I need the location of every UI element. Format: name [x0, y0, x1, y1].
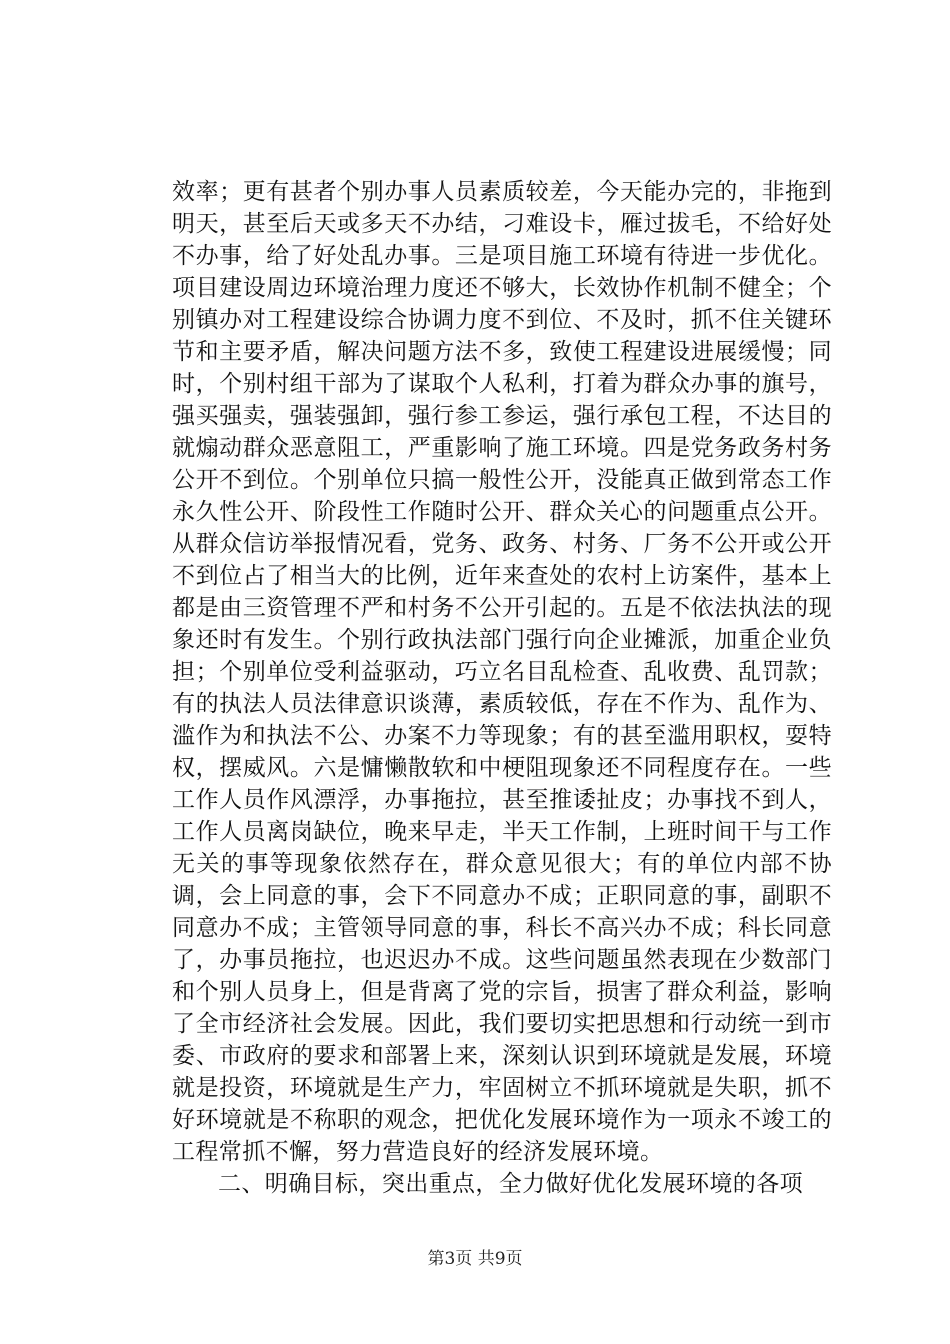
- document-body: [172, 176, 832, 1200]
- page-number-footer: 第3页 共9页: [427, 1249, 523, 1269]
- body-paragraph-2-heading: 二、明确目标，突出重点，全力做好优化发展环境的各项: [218, 1171, 803, 1197]
- body-paragraph-1: 效率；更有甚者个别办事人员素质较差，今天能办完的，非拖到明天，甚至后天或多天不办结，刁难设卡，雁过拔毛，不给好处不办事，给了好处乱办事。三是项目施工环境有待进一步优化。项目建设周边环境治理力度还不够大，长效协作机制不健全；个别镇办对工程建设综合协调力度不到位、不及时，抓不住关键环节和主要矛盾，解决问题方法不多，致使工程建设进展缓慢；同时，个别村组干部为了谋取个人私利，打着为群众办事的旗号，强买强卖，强装强卸，强行参工参运，强行承包工程，不达目的就煽动群众恶意阻工，严重影响了施工环境。四是党务政务村务公开不到位。个别单位只搞一般性公开，没能真正做到常态工作永久性公开、阶段性工作随时公开、群众关心的问题重点公开。从群众信访举报情况看，党务、政务、村务、厂务不公开或公开不到位占了相当大的比例，近年来查处的农村上访案件，基本上都是由三资管理不严和村务不公开引起的。五是不依法执法的现象还时有发生。个别行政执法部门强行向企业摊派，加重企业负担；个别单位受利益驱动，巧立名目乱检查、乱收费、乱罚款；有的执法人员法律意识谈薄，素质较低，存在不作为、乱作为、滥作为和执法不公、办案不力等现象；有的甚至滥用职权，耍特权，摆威风。六是慵懒散软和中梗阻现象还不同程度存在。一些工作人员作风漂浮，办事拖拉，甚至推诿扯皮；办事找不到人，工作人员离岗缺位，晚来早走，半天工作制，上班时间干与工作无关的事等现象依然存在，群众意见很大；有的单位内部不协调，会上同意的事，会下不同意办不成；正职同意的事，副职不同意办不成；主管领导同意的事，科长不高兴办不成；科长同意了，办事员拖拉，也迟迟办不成。这些问题虽然表现在少数部门和个别人员身上，但是背离了党的宗旨，损害了群众利益，影响了全市经济社会发展。因此，我们要切实把思想和行动统一到市委、市政府的要求和部署上来，深刻认识到环境就是发展，环境就是投资，环境就是生产力，牢固树立不抓环境就是失职，抓不好环境就是不称职的观念，把优化发展环境作为一项永不竣工的工程常抓不懈，努力营造良好的经济发展环境。: [172, 179, 832, 1165]
